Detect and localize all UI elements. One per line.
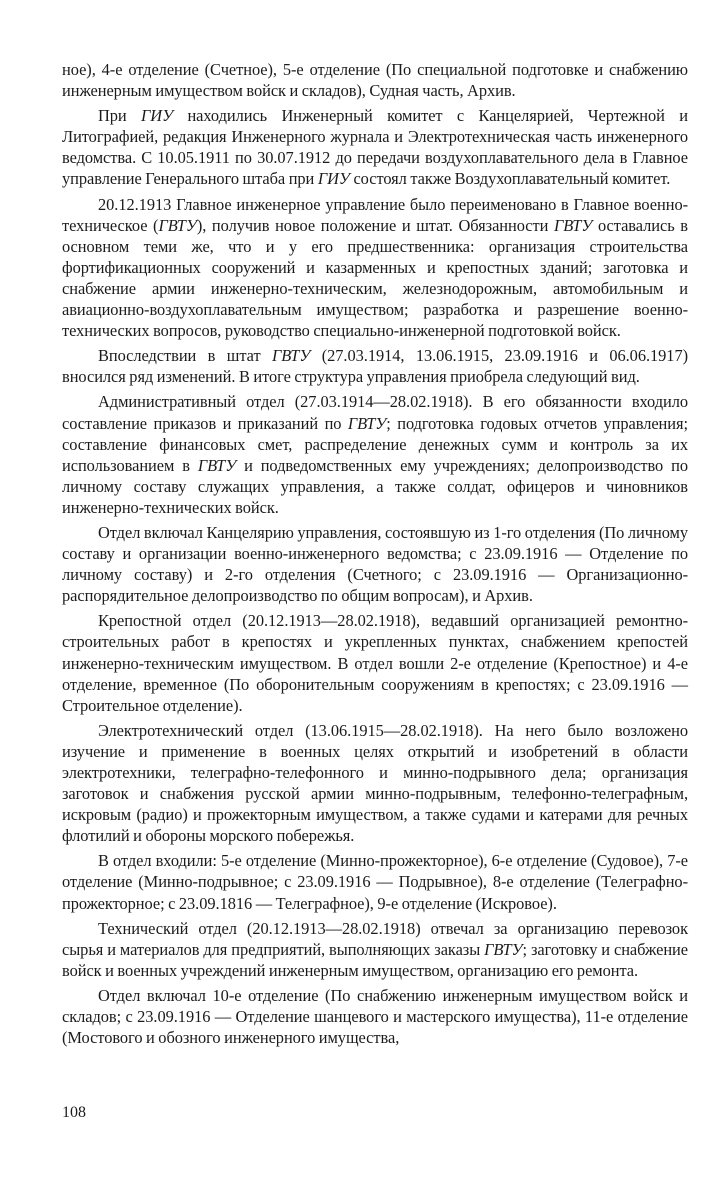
paragraph: Впоследствии в штат ГВТУ (27.03.1914, 13.06.1915, 23.09.1916 и 06.06.1917) вносился ряд изменений. В итоге структура управления приобрела следующий вид. — [62, 346, 688, 387]
paragraph: 20.12.1913 Главное инженерное управление было переименовано в Главное военно-техническое (ГВТУ), получив новое положение и штат. Обязанности ГВТУ оставались в основном теми же, что и у его предшественника: организация строительства фортификационных сооружений и казарменных и крепостных зданий; заготовка и снабжение армии инженерно-техническим, железнодорожным, автомобильным и авиационно-воздухоплавательным имуществом; разработка и разрешение военно-технических вопросов, руководство специально-инженерной подготовкой войск. — [62, 194, 688, 341]
abbrev-italic: ГИУ — [317, 169, 350, 189]
paragraph: Административный отдел (27.03.1914—28.02.1918). В его обязанности входило составление приказов и приказаний по ГВТУ; подготовка годовых отчетов управления; составление финансовых смет, распределение денежных сумм и контроль за их использованием в ГВТУ и подведомственных ему учреждениях; делопроизводство по личному составу служащих управления, а также солдат, офицеров и чиновников инженерно-технических войск. — [62, 392, 688, 517]
paragraph: Крепостной отдел (20.12.1913—28.02.1918), ведавший организацией ремонтно-строительных работ в крепостях и укрепленных пунктах, снабжением крепостей инженерно-техническим имуществом. В отдел вошли 2-е отделение (Крепостное) и 4-е отделение, временное (По оборонительным сооружениям в крепостях; с 23.09.1916 — Строительное отделение). — [62, 611, 688, 715]
paragraph: Отдел включал 10-е отделение (По снабжению инженерным имуществом войск и складов; с 23.09.1916 — Отделение шанцевого и мастерского имущества), 11-е отделение (Мостового и обозного инженерного имущества, — [62, 985, 688, 1048]
abbrev-italic: ГВТУ — [484, 939, 523, 959]
abbrev-italic: ГВТУ — [271, 346, 311, 366]
abbrev-italic: ГВТУ — [158, 215, 197, 235]
abbrev-italic: ГВТУ — [554, 215, 593, 235]
paragraph: В отдел входили: 5-е отделение (Минно-прожекторное), 6-е отделение (Судовое), 7-е отделение (Минно-подрывное; с 23.09.1916 — Подрывное), 8-е отделение (Телеграфно-прожекторное; с 23.09.1816 — Телеграфное), 9-е отделение (Искровое). — [62, 851, 688, 913]
paragraph: ное), 4-е отделение (Счетное), 5-е отделение (По специальной подготовке и снабжению инженерным имуществом войск и складов), Судная часть, Архив. — [62, 60, 688, 101]
abbrev-italic: ГВТУ — [197, 455, 237, 475]
paragraph: Электротехнический отдел (13.06.1915—28.02.1918). На него было возложено изучение и применение в военных целях открытий и изобретений в области электротехники, телеграфно-телефонного и минно-подрывного дела; организация заготовок и снабжения русской армии минно-подрывным, телефонно-телеграфным, искровым (радио) и прожекторным имуществом, а также судами и катерами для речных флотилий и обороны морского побережья. — [62, 720, 688, 846]
abbrev-italic: ГИУ — [141, 106, 174, 126]
paragraph: Отдел включал Канцелярию управления, состоявшую из 1-го отделения (По личному составу и организации военно-инженерного ведомства; с 23.09.1916 — Отделение по личному составу) и 2-го отделения (Счетного; с 23.09.1916 — Организационно-распорядительное делопроизводство по общим вопросам), и Архив. — [62, 522, 688, 606]
paragraph: Технический отдел (20.12.1913—28.02.1918) отвечал за организацию перевозок сырья и материалов для предприятий, выполняющих заказы ГВТУ; заготовку и снабжение войск и военных учреждений инженерным имуществом, организацию его ремонта. — [62, 918, 688, 980]
paragraph: При ГИУ находились Инженерный комитет с Канцелярией, Чертежной и Литографией, редакция Инженерного журнала и Электротехническая часть инженерного ведомства. С 10.05.1911 по 30.07.1912 до передачи воздухоплавательного дела в Главное управление Генерального штаба при ГИУ состоял также Воздухоплавательный комитет. — [62, 106, 688, 189]
abbrev-italic: ГВТУ — [347, 413, 387, 433]
page-number: 108 — [62, 1104, 86, 1121]
